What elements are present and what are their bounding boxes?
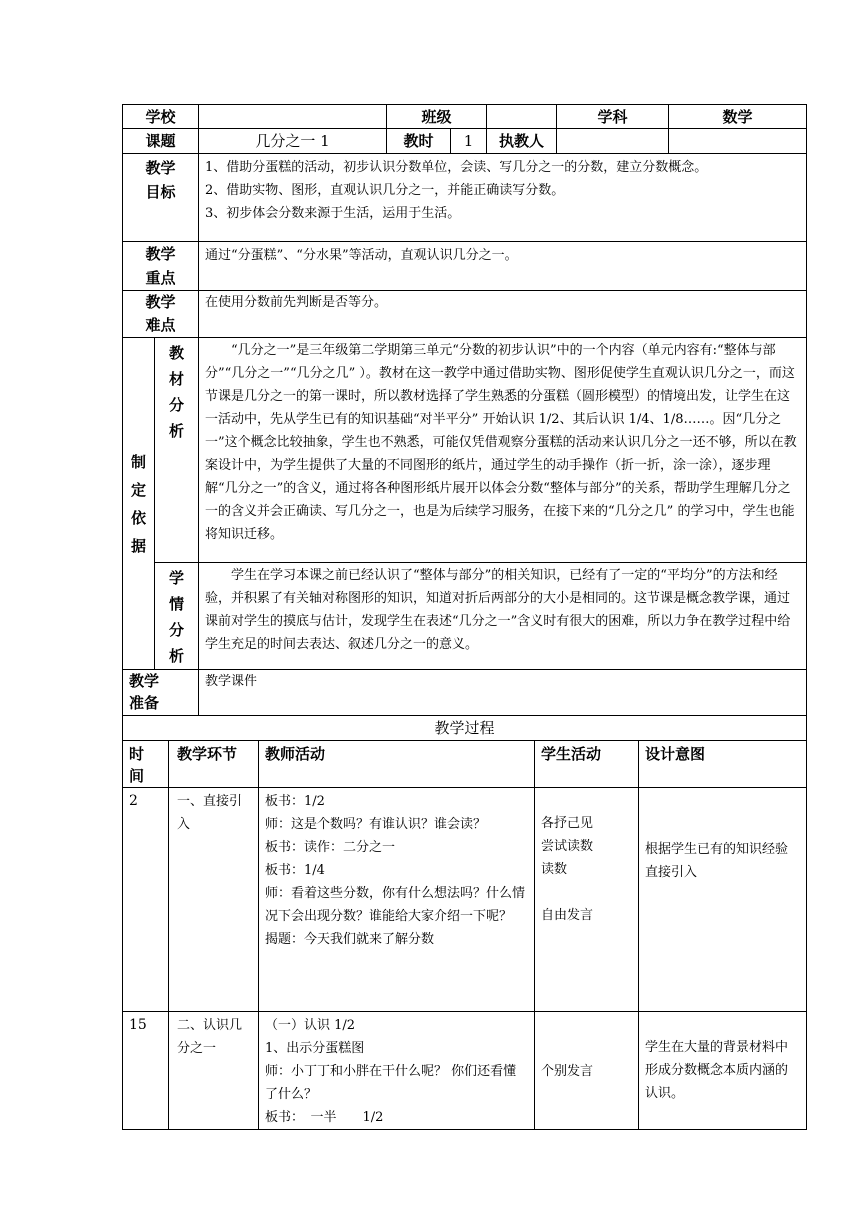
- teacher-value: [557, 129, 669, 154]
- topic-value: 几分之一 1: [199, 129, 387, 154]
- objective-line: 2、借助实物、图形，直观认识几分之一，并能正确读写分数。: [205, 183, 565, 198]
- teacher-value-extra: [669, 129, 807, 154]
- basis-label: 制 定 依 据: [123, 338, 155, 670]
- lesson-plan-page: [122, 104, 806, 1130]
- row-time: 2: [123, 788, 169, 1012]
- student-column-header: 学生活动: [535, 741, 639, 788]
- teacher-label: 执教人: [487, 129, 557, 154]
- objectives-label: 教学 目标: [123, 154, 199, 242]
- school-label: 学校: [123, 105, 199, 129]
- row-teacher-activity: （一）认识 1/2 1、出示分蛋糕图 师：小丁丁和小胖在干什么呢？ 你们还看懂了什么？ 板书： 一半 1/2: [259, 1012, 535, 1130]
- intent-column-header: 设计意图: [639, 741, 807, 788]
- difficulties-label: 教学 难点: [123, 291, 199, 338]
- period-label: 教时: [387, 129, 451, 154]
- class-value: [487, 105, 557, 129]
- difficulties-content: 在使用分数前先判断是否等分。: [199, 291, 807, 338]
- row-student-activity: 个别发言: [535, 1012, 639, 1130]
- topic-label: 课题: [123, 129, 199, 154]
- objectives-content: [199, 154, 807, 242]
- objective-line: 3、初步体会分数来源于生活，运用于生活。: [205, 206, 461, 221]
- table-row: [123, 788, 807, 1012]
- preparation-content: 教学课件: [199, 670, 807, 716]
- school-value: [199, 105, 387, 129]
- stage-column-header: 教学环节: [169, 741, 259, 788]
- subject-label: 学科: [557, 105, 669, 129]
- row-teacher-activity: 板书：1/2 师：这是个数吗？有谁认识？谁会读？ 板书：读作：二分之一 板书：1/4 师：看着这些分数，你有什么想法吗？什么情况下会出现分数？谁能给大家介绍一下呢？ 揭题：今天我们就来了解分数: [259, 788, 535, 1012]
- row-stage: 一、直接引入: [169, 788, 259, 1012]
- objective-line: 1、借助分蛋糕的活动，初步认识分数单位，会读、写几分之一的分数，建立分数概念。: [205, 160, 708, 175]
- row-design-intent: 学生在大量的背景材料中形成分数概念本质内涵的认识。: [639, 1012, 807, 1130]
- key-points-label: 教学 重点: [123, 242, 199, 291]
- lesson-info-table: [122, 104, 807, 716]
- row-student-activity: 各抒己见 尝试读数 读数 自由发言: [535, 788, 639, 1012]
- subject-value: 数学: [669, 105, 807, 129]
- row-stage: 二、认识几分之一: [169, 1012, 259, 1130]
- teaching-process-table: [122, 715, 807, 1130]
- table-row: [123, 1012, 807, 1130]
- period-value: 1: [451, 129, 487, 154]
- material-analysis-label: 教 材 分 析: [155, 338, 199, 563]
- student-analysis-label: 学 情 分 析: [155, 563, 199, 670]
- row-time: 15: [123, 1012, 169, 1130]
- class-label: 班级: [387, 105, 487, 129]
- teacher-column-header: 教师活动: [259, 741, 535, 788]
- preparation-label: 教学 准备: [123, 670, 199, 716]
- row-design-intent: 根据学生已有的知识经验直接引入: [639, 788, 807, 1012]
- key-points-content: 通过“分蛋糕”、“分水果”等活动，直观认识几分之一。: [199, 242, 807, 291]
- process-title: 教学过程: [123, 716, 807, 741]
- time-column-header: 时 间: [123, 741, 169, 788]
- student-analysis-content: 学生在学习本课之前已经认识了“整体与部分”的相关知识，已经有了一定的“平均分”的方法和经验，并积累了有关轴对称图形的知识，知道对折后两部分的大小是相同的。这节课是概念教学课，通过课前对学生的摸底与估计，发现学生在表述“几分之一”含义时有很大的困难，所以力争在教学过程中给学生充足的时间去表达、叙述几分之一的意义。: [199, 563, 807, 670]
- material-analysis-content: “几分之一”是三年级第二学期第三单元“分数的初步认识”中的一个内容（单元内容有:“整体与部分”“几分之一”“几分之几” ）。教材在这一教学中通过借助实物、图形促使学生直观认识几分之一，而这节课是几分之一的第一课时，所以教材选择了学生熟悉的分蛋糕（圆形模型）的情境出发，让学生在这一活动中，先从学生已有的知识基础“对半平分” 开始认识 1/2、其后认识 1/4、1/8……。因“几分之一”这个概念比较抽象，学生也不熟悉，可能仅凭借观察分蛋糕的活动来认识几分之一还不够，所以在教案设计中，为学生提供了大量的不同图形的纸片，通过学生的动手操作（折一折，涂一涂），逐步理解“几分之一”的含义，通过将各种图形纸片展开以体会分数“整体与部分”的关系，帮助学生理解几分之一的含义并会正确读、写几分之一，也是为后续学习服务，在接下来的“几分之几” 的学习中，学生也能将知识迁移。: [199, 338, 807, 563]
